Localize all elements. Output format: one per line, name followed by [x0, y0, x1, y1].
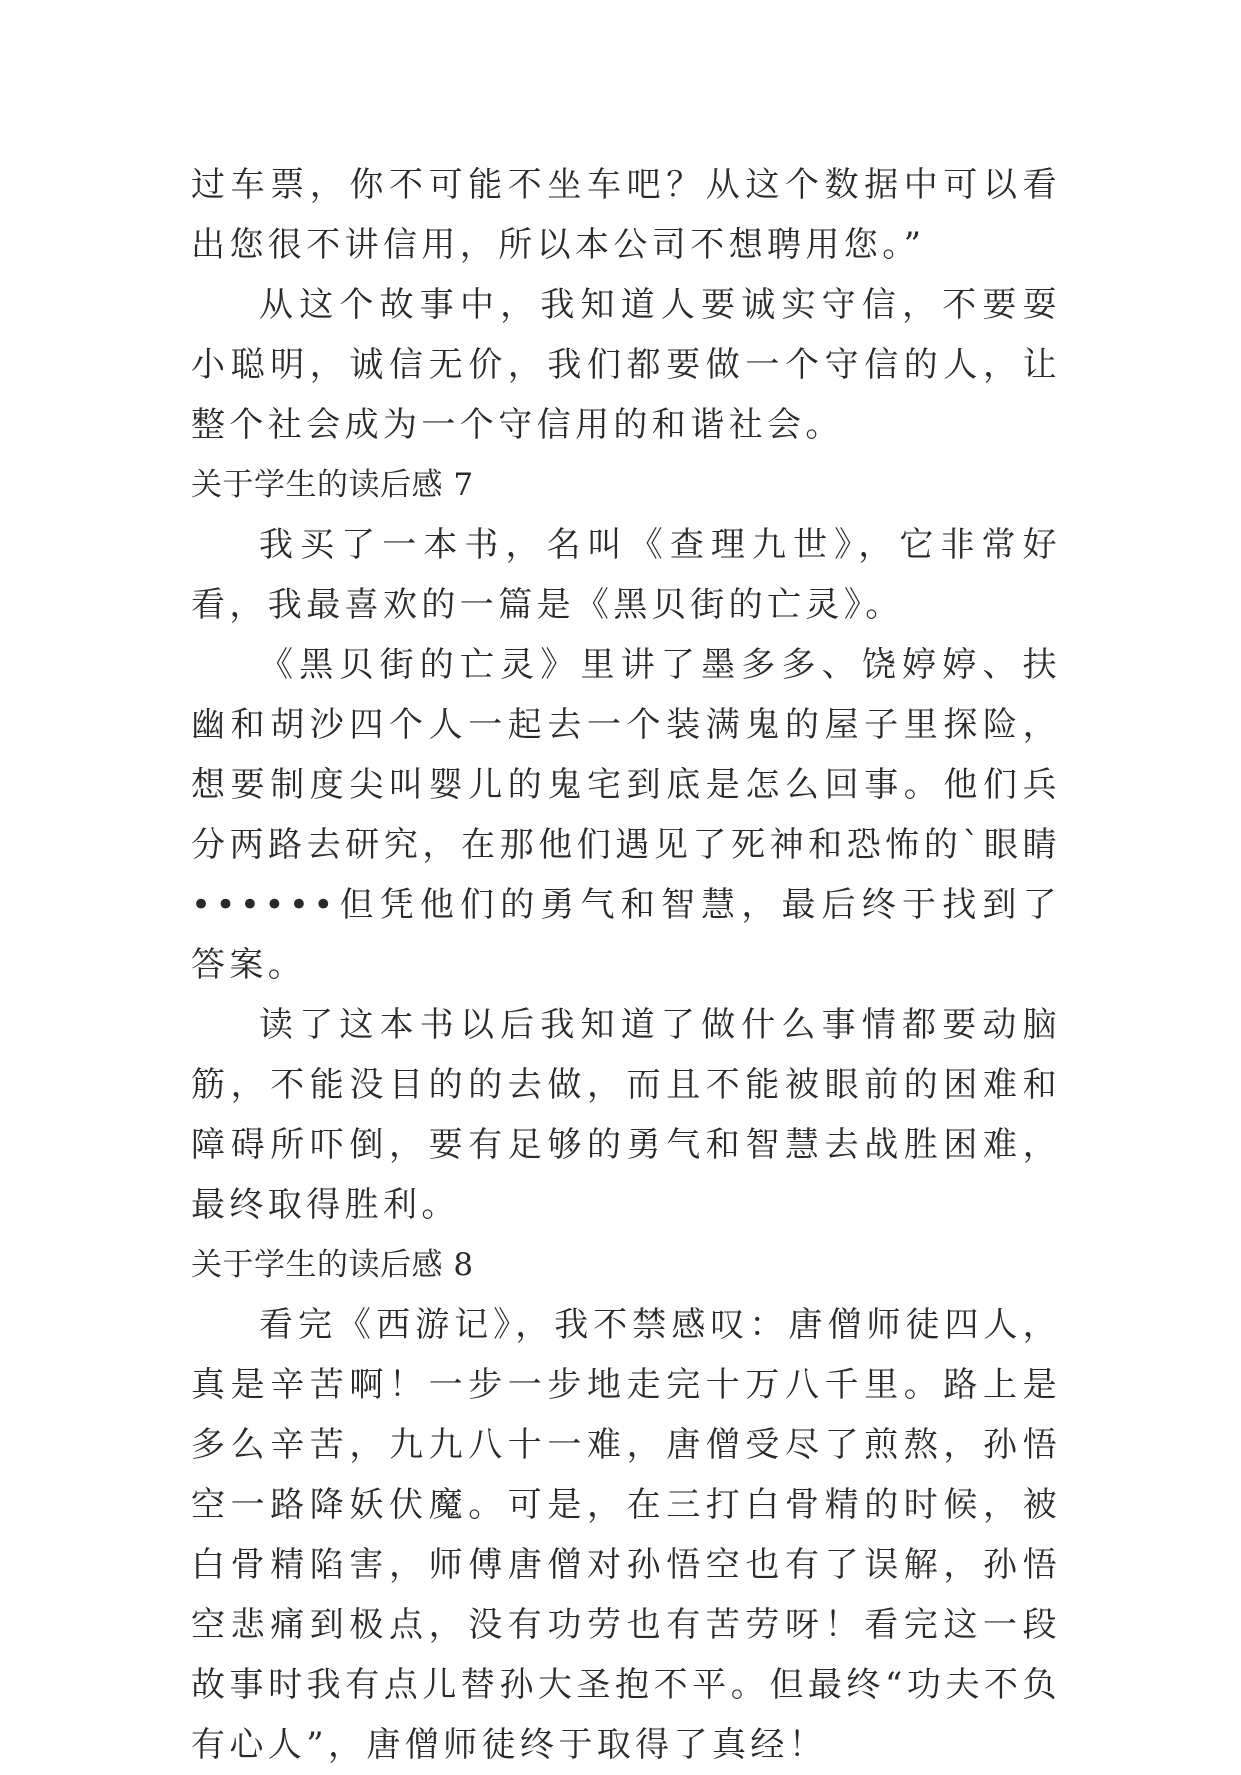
paragraph: 《黑贝街的亡灵》里讲了墨多多、饶婷婷、扶幽和胡沙四个人一起去一个装满鬼的屋子里探险，想要制度尖叫婴儿的鬼宅到底是怎么回事。他们兵分两路去研究，在那他们遇见了死神和恐怖的`眼睛••••••但凭他们的勇气和智慧，最后终于找到了答案。: [191, 645, 1061, 985]
paragraph-continued: 过车票，你不可能不坐车吧？从这个数据中可以看出您很不讲信用，所以本公司不想聘用您。”: [191, 165, 1061, 265]
section-heading: 关于学生的读后感 8: [191, 1247, 474, 1283]
paragraph: 看完《西游记》，我不禁感叹：唐僧师徒四人，真是辛苦啊！一步一步地走完十万八千里。路上是多么辛苦，九九八十一难，唐僧受尽了煎熬，孙悟空一路降妖伏魔。可是，在三打白骨精的时候，被白骨精陷害，师傅唐僧对孙悟空也有了误解，孙悟空悲痛到极点，没有功劳也有苦劳呀！看完这一段故事时我有点儿替孙大圣抱不平。但最终“功夫不负有心人”，唐僧师徒终于取得了真经！: [191, 1305, 1061, 1765]
paragraph: 读了这本书以后我知道了做什么事情都要动脑筋，不能没目的的去做，而且不能被眼前的困难和障碍所吓倒，要有足够的勇气和智慧去战胜困难，最终取得胜利。: [191, 1005, 1061, 1225]
document-body: [191, 155, 1061, 1775]
paragraph: 从这个故事中，我知道人要诚实守信，不要耍小聪明，诚信无价，我们都要做一个守信的人，让整个社会成为一个守信用的和谐社会。: [191, 285, 1061, 445]
paragraph: 我买了一本书，名叫《查理九世》，它非常好看，我最喜欢的一篇是《黑贝街的亡灵》。: [191, 525, 1061, 625]
section-heading: 关于学生的读后感 7: [191, 467, 474, 503]
